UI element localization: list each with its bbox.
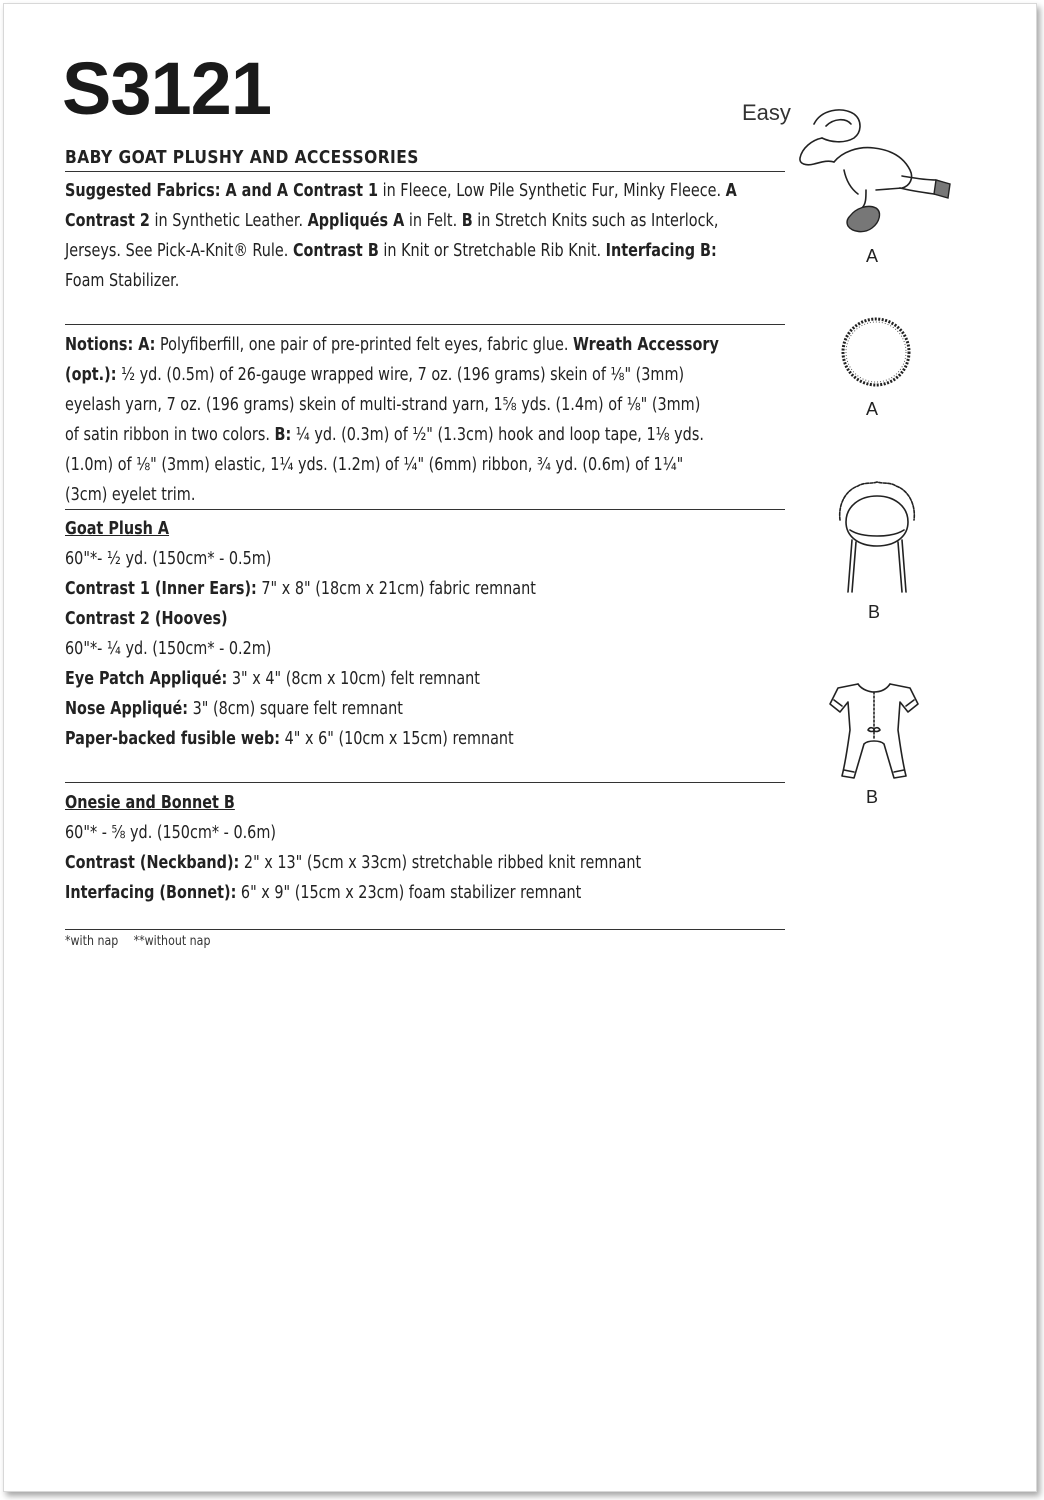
without-nap-note: **without nap: [133, 934, 211, 949]
fabrics-text: in Felt.: [404, 210, 462, 231]
nose-applique-value: 3" (8cm) square felt remnant: [188, 698, 403, 719]
footnotes: [65, 934, 226, 949]
contrast1-value: 7" x 8" (18cm x 21cm) fabric remnant: [256, 578, 536, 599]
onesie-illustration: [824, 678, 924, 788]
notions-text: Polyfiberfill, one pair of pre-printed felt eyes, fabric glue.: [155, 334, 574, 355]
neckband-value: 2" x 13" (5cm x 33cm) stretchable ribbed knit remnant: [239, 852, 642, 873]
optional-label: (opt.):: [65, 364, 117, 385]
divider: [65, 324, 785, 325]
goat-body-shape: [834, 148, 912, 190]
fabrics-label: Suggested Fabrics: A and A Contrast 1: [65, 180, 378, 201]
appliques-label: Appliqués A: [307, 210, 405, 231]
contrast1-label: Contrast 1 (Inner Ears):: [65, 578, 257, 599]
figure-label-bonnet: B: [868, 602, 881, 622]
fusible-web-label: Paper-backed fusible web:: [65, 728, 281, 749]
onesie-neckline: [858, 684, 890, 692]
pattern-sheet: [3, 3, 1037, 1492]
figure-label-onesie: B: [866, 787, 879, 807]
pattern-title: BABY GOAT PLUSHY AND ACCESSORIES: [65, 147, 419, 168]
suggested-fabrics: [65, 176, 737, 296]
divider: [65, 509, 785, 510]
bonnet-brim: [850, 530, 904, 536]
contrast2-label: Contrast 2: [65, 210, 150, 231]
notions-text: ¼ yd. (0.3m) of ½" (1.3cm) hook and loop tape, 1⅛ yds.: [291, 424, 704, 445]
goat-plush-illustration: [796, 104, 956, 242]
goat-main-yardage: 60"*- ½ yd. (150cm* - 0.5m): [65, 548, 272, 569]
fabrics-b-label: B: [461, 210, 473, 231]
divider: [65, 171, 785, 172]
notions-text: (3cm) eyelet trim.: [65, 484, 196, 505]
goat-ear-shape: [814, 110, 860, 142]
fabrics-text: Jerseys. See Pick-A-Knit® Rule.: [65, 240, 293, 261]
neckband-label: Contrast (Neckband):: [65, 852, 240, 873]
contrast2-hooves-label: Contrast 2 (Hooves): [65, 608, 228, 629]
notions-b-label: B:: [274, 424, 292, 445]
bonnet-illustration: [832, 480, 922, 600]
notions-text: of satin ribbon in two colors.: [65, 424, 275, 445]
goat-back-hoof: [934, 180, 950, 198]
goat-front-hoof: [847, 206, 880, 231]
wreath-inner-ring: [846, 322, 906, 382]
bonnet-right-tie: [902, 540, 906, 592]
onesie-right-leg-cuff: [894, 770, 904, 772]
figure-label-wreath: A: [866, 399, 879, 419]
fabrics-text: in Fleece, Low Pile Synthetic Fur, Minky Fleece.: [378, 180, 726, 201]
onesie-bonnet-yardage: [65, 788, 641, 908]
onesie-bonnet-heading: Onesie and Bonnet B: [65, 792, 235, 813]
fabrics-text: in Stretch Knits such as Interlock,: [472, 210, 719, 231]
goat-ear-inner: [826, 120, 851, 126]
goat-plush-yardage: [65, 514, 536, 754]
eye-patch-label: Eye Patch Appliqué:: [65, 668, 228, 689]
contrast2-value: 60"*- ¼ yd. (150cm* - 0.2m): [65, 638, 272, 659]
wreath-outer-ring: [843, 319, 909, 385]
pattern-number: S3121: [62, 47, 271, 130]
contrast-b-label: Contrast B: [292, 240, 379, 261]
bonnet-left-tie: [848, 540, 852, 592]
fabrics-text: Foam Stabilizer.: [65, 270, 180, 291]
notions-text: eyelash yarn, 7 oz. (196 grams) skein of multi-strand yarn, 1⅝ yds. (1.4m) of ⅛" (3mm): [65, 394, 701, 415]
wreath-illustration: [836, 312, 916, 392]
nose-applique-label: Nose Appliqué:: [65, 698, 189, 719]
divider: [65, 929, 785, 930]
divider: [65, 782, 785, 783]
bonnet-crown: [846, 496, 908, 546]
onesie-right-cuff: [906, 700, 914, 706]
bonnet-ruffle: [840, 482, 915, 520]
with-nap-note: *with nap: [65, 934, 119, 949]
interfacing-bonnet-value: 6" x 9" (15cm x 23cm) foam stabilizer remnant: [236, 882, 582, 903]
eye-patch-value: 3" x 4" (8cm x 10cm) felt remnant: [227, 668, 480, 689]
difficulty-label: Easy: [742, 100, 791, 125]
notions-label: Notions: A:: [65, 334, 156, 355]
goat-head-shape: [800, 138, 834, 165]
notions: [65, 330, 719, 510]
figure-label-goat: A: [866, 246, 879, 266]
fabrics-text: in Knit or Stretchable Rib Knit.: [378, 240, 606, 261]
notions-text: (1.0m) of ⅛" (3mm) elastic, 1¼ yds. (1.2m) of ¼" (6mm) ribbon, ¾ yd. (0.6m) of 1¼": [65, 454, 684, 475]
onesie-left-leg-cuff: [844, 770, 854, 772]
bonnet-left-tie-edge: [852, 542, 856, 592]
goat-belly-line: [844, 170, 858, 194]
wreath-label: Wreath Accessory: [573, 334, 719, 355]
onesie-left-cuff: [834, 700, 842, 706]
bonnet-right-tie-edge: [898, 542, 902, 592]
fabrics-a-label: A: [725, 180, 737, 201]
notions-text: ½ yd. (0.5m) of 26-gauge wrapped wire, 7 oz. (196 grams) skein of ⅛" (3mm): [116, 364, 685, 385]
fabrics-text: in Synthetic Leather.: [149, 210, 308, 231]
onesie-main-yardage: 60"* - ⅝ yd. (150cm* - 0.6m): [65, 822, 276, 843]
interfacing-b-label: Interfacing B:: [605, 240, 717, 261]
onesie-tail-bow: [868, 728, 880, 732]
goat-plush-heading: Goat Plush A: [65, 518, 170, 539]
interfacing-bonnet-label: Interfacing (Bonnet):: [65, 882, 237, 903]
fusible-web-value: 4" x 6" (10cm x 15cm) remnant: [280, 728, 514, 749]
